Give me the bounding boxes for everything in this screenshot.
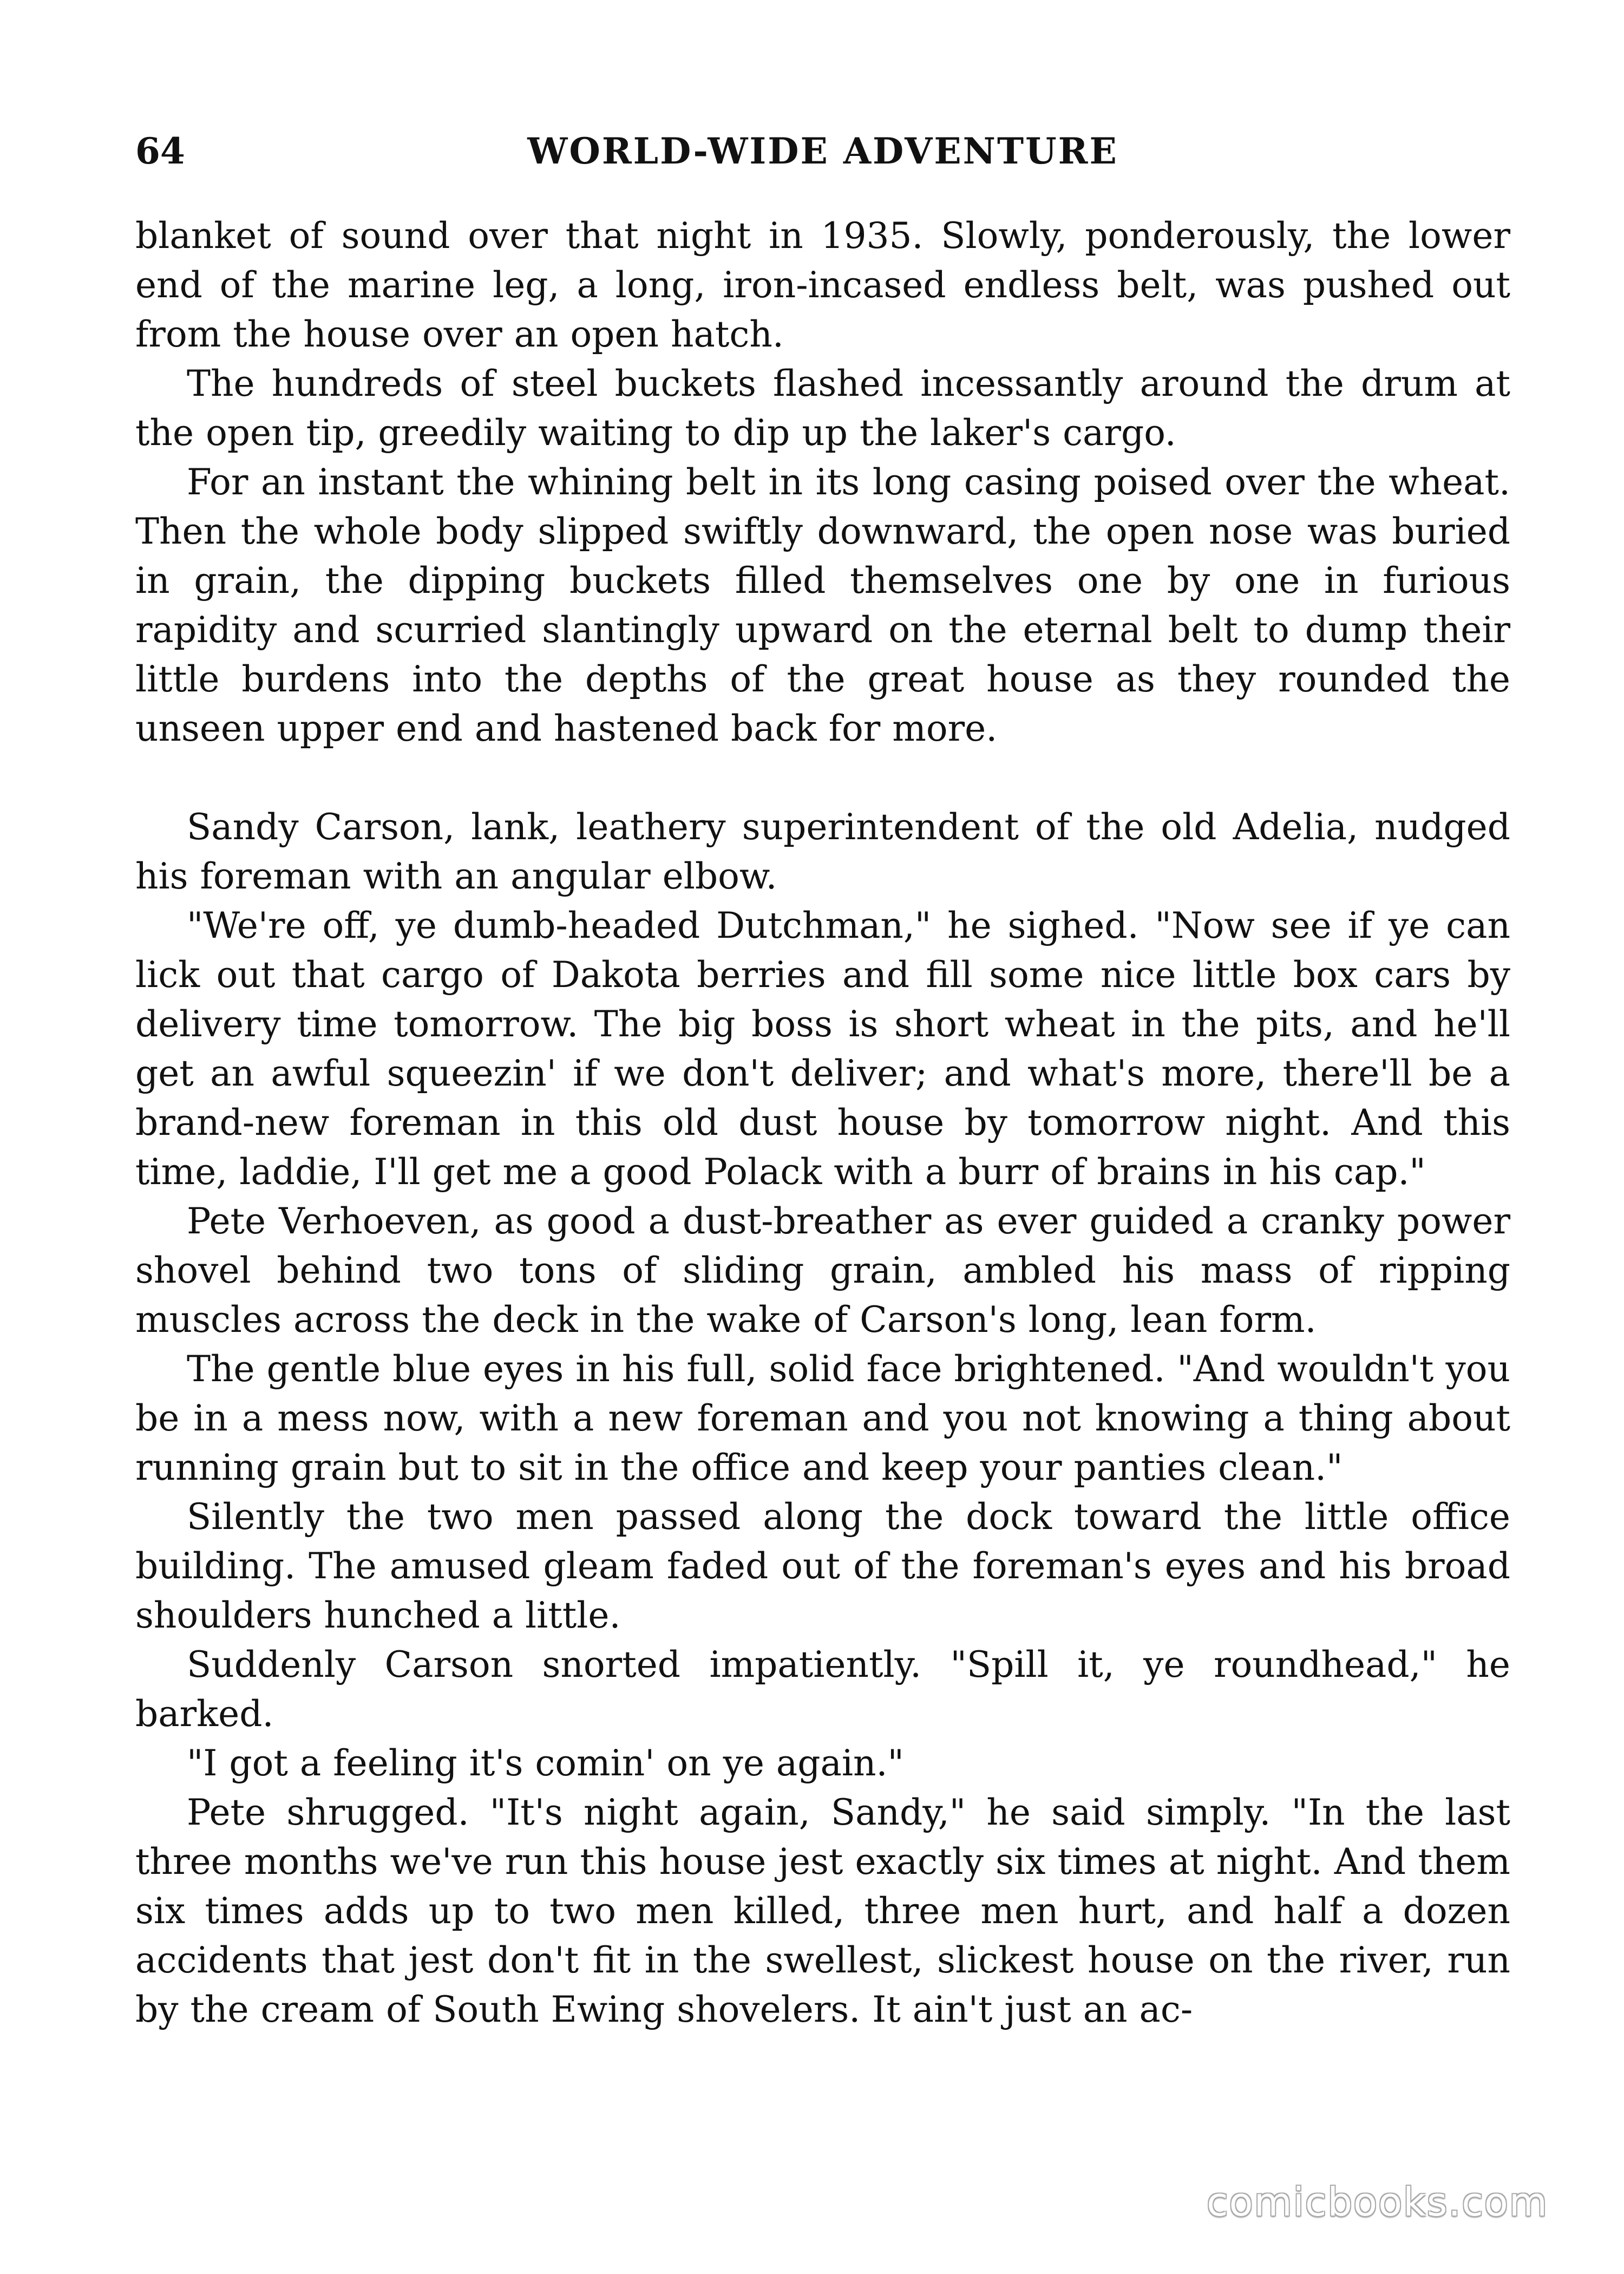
paragraph-7: The gentle blue eyes in his full, solid face brightened. "And wouldn't you be in a mess now, with a new foreman and you not knowing a thing about running grain but to sit in the office and keep your panties clean." [135,1348,1510,1488]
paragraph-9: Suddenly Carson snorted impatiently. "Spill it, ye roundhead," he barked. [135,1644,1510,1735]
paragraph-4: Sandy Carson, lank, leathery superintendent of the old Adelia, nudged his foreman with an angular elbow. [135,806,1510,897]
paragraph-8: Silently the two men passed along the dock toward the little office building. The amused gleam faded out of the foreman's eyes and his broad shoulders hunched a little. [135,1496,1510,1636]
paragraph-10: "I got a feeling it's comin' on ye again." [187,1742,904,1784]
paragraph-1: blanket of sound over that night in 1935. Slowly, ponderously, the lower end of the marine leg, a long, iron-incased endless belt, was pushed out from the house over an open hatch. [135,215,1510,355]
paragraph-6: Pete Verhoeven, as good a dust-breather as ever guided a cranky power shovel behind two tons of sliding grain, ambled his mass of ripping muscles across the deck in the wake of Carson's long, lean form. [135,1200,1510,1341]
paragraph-2: The hundreds of steel buckets flashed incessantly around the drum at the open tip, greedily waiting to dip up the laker's cargo. [135,363,1510,454]
paragraph-3: For an instant the whining belt in its long casing poised over the wheat. Then the whole body slipped swiftly downward, the open nose was buried in grain, the dipping buckets filled themselves one by one in furious rapidity and scurried slantingly upward on the eternal belt to dump their little burdens into the depths of the great house as they rounded the unseen upper end and hastened back for more. [135,461,1510,749]
paragraph-11: Pete shrugged. "It's night again, Sandy," he said simply. "In the last three months we've run this house jest exactly six times at night. And them six times adds up to two men killed, three men hurt, and half a dozen accidents that jest don't fit in the swellest, slickest house on the river, run by the cream of South Ewing shovelers. It ain't just an ac- [135,1792,1510,2030]
paragraph-5: "We're off, ye dumb-headed Dutchman," he sighed. "Now see if ye can lick out that cargo of Dakota berries and fill some nice little box cars by delivery time tomorrow. The big boss is short wheat in the pits, and he'll get an awful squeezin' if we don't deliver; and what's more, there'll be a brand-new foreman in this old dust house by tomorrow night. And this time, laddie, I'll get me a good Polack with a burr of brains in his cap." [135,905,1510,1193]
page-number: 64 [135,130,185,172]
body-text [135,211,1510,2034]
watermark: comicbooks.com [1206,2179,1548,2225]
running-head: WORLD-WIDE ADVENTURE [527,130,1118,172]
page-header [135,130,1510,190]
